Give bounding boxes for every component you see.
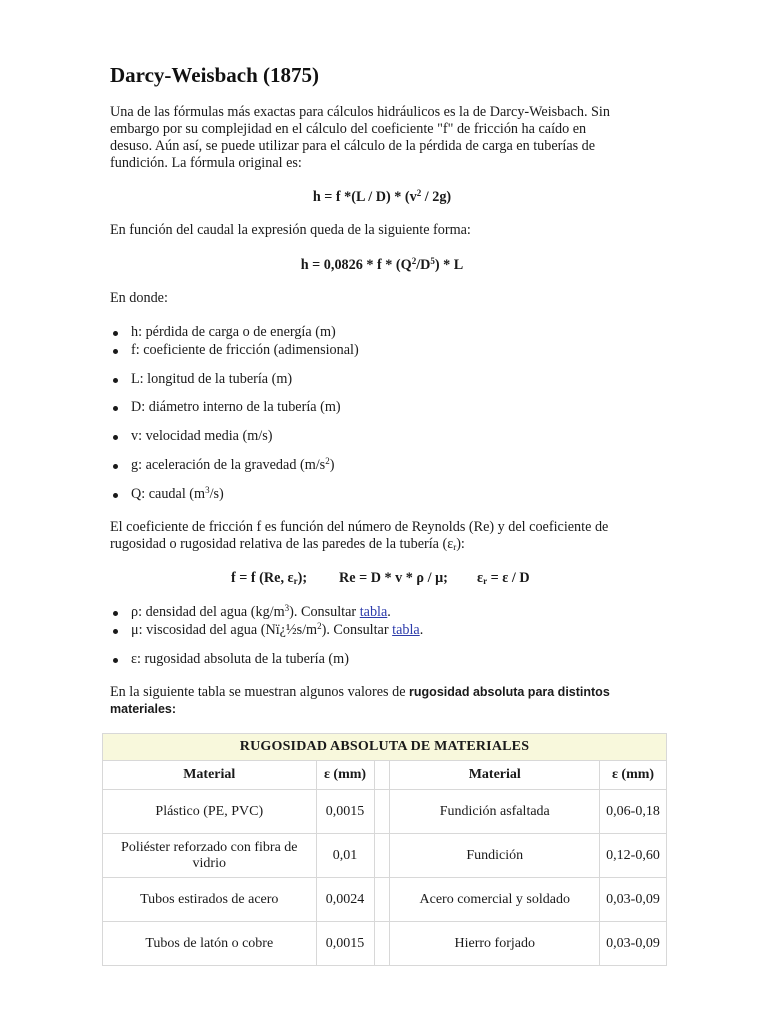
table-cell: 0,03-0,09 xyxy=(600,878,667,922)
table-row xyxy=(103,834,667,878)
column-spacer xyxy=(375,834,391,878)
table-title: RUGOSIDAD ABSOLUTA DE MATERIALES xyxy=(103,734,667,761)
table-cell: Fundición xyxy=(390,834,600,878)
list-item: f: coeficiente de fricción (adimensional) xyxy=(131,342,359,358)
table-cell: Tubos de latón o cobre xyxy=(103,922,317,966)
column-header: ε (mm) xyxy=(317,761,375,790)
intro-line: Una de las fórmulas más exactas para cálculos hidráulicos es la de Darcy-Weisbach. Sin xyxy=(110,104,610,120)
list-item: v: velocidad media (m/s) xyxy=(131,428,273,444)
list-item: ε: rugosidad absoluta de la tubería (m) xyxy=(131,651,349,667)
list-item: ρ: densidad del agua $(kg/m^3)$. Consultar tabla. xyxy=(131,603,391,620)
table-cell: 0,06-0,18 xyxy=(600,790,667,834)
table-cell: 0,0015 xyxy=(317,790,375,834)
table-cell: Plástico (PE, PVC) xyxy=(103,790,317,834)
table-cell: 0,03-0,09 xyxy=(600,922,667,966)
table-cell: Tubos estirados de acero xyxy=(103,878,317,922)
table-intro-line: En la siguiente tabla se muestran algunos valores de rugosidad absoluta para distintos xyxy=(110,684,610,700)
column-spacer xyxy=(375,922,391,966)
viscosity-table-link[interactable]: tabla xyxy=(392,622,420,638)
column-header: Material xyxy=(390,761,600,790)
table-cell: Acero comercial y soldado xyxy=(390,878,600,922)
roughness-table xyxy=(102,733,667,966)
table-intro-paragraph xyxy=(110,684,670,718)
list-item: Q: caudal $(m^3/s)$ xyxy=(131,485,224,502)
column-spacer xyxy=(375,790,391,834)
intro-line: embargo por su complejidad en el cálculo del coeficiente "f" de fricción ha caído en xyxy=(110,121,587,137)
caudal-paragraph: En función del caudal la expresión queda de la siguiente forma: xyxy=(110,222,471,238)
list-item: μ: viscosidad del agua $(Nï¿\frac{1}{2}s/m^2)$. Consultar tabla. xyxy=(131,621,424,638)
formula-darcy-caudal: $h = 0,0826 * f * (Q^2/D^5) * L$ xyxy=(300,256,464,273)
intro-paragraph xyxy=(110,104,670,172)
table-cell: 0,0015 xyxy=(317,922,375,966)
table-row xyxy=(103,878,667,922)
coef-line: rugosidad o rugosidad relativa de las paredes de la tubería $(\varepsilon_r)$: xyxy=(110,536,465,552)
table-row xyxy=(103,790,667,834)
column-spacer xyxy=(375,878,391,922)
intro-line: fundición. La fórmula original es: xyxy=(110,155,302,171)
table-cell: Poliéster reforzado con fibra de vidrio xyxy=(103,834,317,878)
list-item: h: pérdida de carga o de energía (m) xyxy=(131,324,336,340)
table-cell: Hierro forjado xyxy=(390,922,600,966)
formula-relative-roughness: $\varepsilon_r = \varepsilon / D$ xyxy=(477,570,530,586)
table-cell: 0,01 xyxy=(317,834,375,878)
coef-paragraph xyxy=(110,519,670,553)
table-cell: Fundición asfaltada xyxy=(390,790,600,834)
list-item: g: aceleración de la gravedad $(m/s^2)$ xyxy=(131,456,335,473)
list-item: D: diámetro interno de la tubería (m) xyxy=(131,399,341,415)
column-header: ε (mm) xyxy=(600,761,667,790)
table-cell: 0,0024 xyxy=(317,878,375,922)
column-spacer xyxy=(375,761,391,790)
table-intro-line: materiales: xyxy=(110,702,177,716)
coef-line: El coeficiente de fricción f es función del número de Reynolds (Re) y del coeficiente de xyxy=(110,519,609,535)
intro-line: desuso. Aún así, se puede utilizar para el cálculo de la pérdida de carga en tuberías de xyxy=(110,138,596,154)
table-cell: 0,12-0,60 xyxy=(600,834,667,878)
density-table-link[interactable]: tabla xyxy=(359,604,388,620)
list-item: L: longitud de la tubería (m) xyxy=(131,371,293,387)
en-donde-label: En donde: xyxy=(110,290,168,306)
formula-friction: f = f (Re, $\varepsilon_r$); xyxy=(231,570,308,586)
formula-re: Re = D * v * ρ / μ; xyxy=(339,570,448,586)
table-row xyxy=(103,922,667,966)
column-header: Material xyxy=(103,761,317,790)
formula-darcy-original: h = f $*(L / D) * (v^2 / 2g)$ xyxy=(312,188,452,205)
page-title: Darcy-Weisbach (1875) xyxy=(110,63,320,87)
